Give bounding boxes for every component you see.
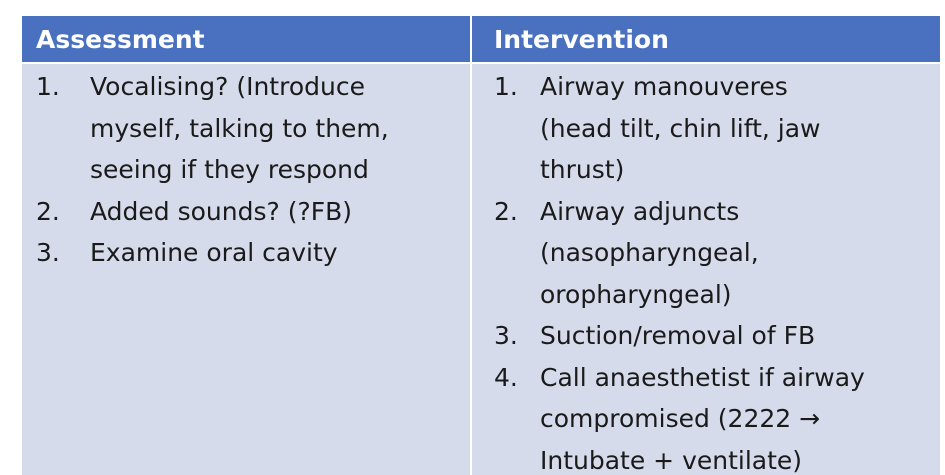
list-number: 4. <box>494 362 518 392</box>
assessment-intervention-table <box>22 16 940 475</box>
intervention-item-4 <box>472 357 940 475</box>
list-item-text: Added sounds? (?FB) <box>90 196 353 226</box>
list-item-text: Suction/removal of FB <box>540 321 816 350</box>
list-number: 1. <box>494 72 518 101</box>
intervention-column <box>472 16 940 475</box>
intervention-header: Intervention <box>472 16 940 64</box>
list-number: 1. <box>36 72 60 101</box>
assessment-item-3 <box>22 232 470 274</box>
assessment-header: Assessment <box>22 16 470 64</box>
assessment-list <box>22 64 470 274</box>
intervention-item-1 <box>472 66 940 191</box>
intervention-list <box>472 64 940 475</box>
list-item-text: Airway adjuncts (nasopharyngeal, oropharyngeal) <box>540 196 759 309</box>
list-number: 2. <box>494 196 518 226</box>
intervention-item-3 <box>472 315 940 357</box>
list-item-text: Airway manouveres (head tilt, chin lift, jaw thrust) <box>540 72 821 184</box>
list-number: 3. <box>494 321 518 350</box>
list-item-text: Examine oral cavity <box>90 238 338 267</box>
assessment-item-2 <box>22 191 470 233</box>
list-item-text: Vocalising? (Introduce myself, talking to them, seeing if they respond <box>90 72 389 184</box>
list-item-text: Call anaesthetist if airway compromised (2222 → Intubate + ventilate) <box>540 362 865 475</box>
list-number: 3. <box>36 238 60 267</box>
assessment-column <box>22 16 472 475</box>
intervention-item-2 <box>472 191 940 316</box>
list-number: 2. <box>36 196 60 226</box>
assessment-item-1 <box>22 66 470 191</box>
